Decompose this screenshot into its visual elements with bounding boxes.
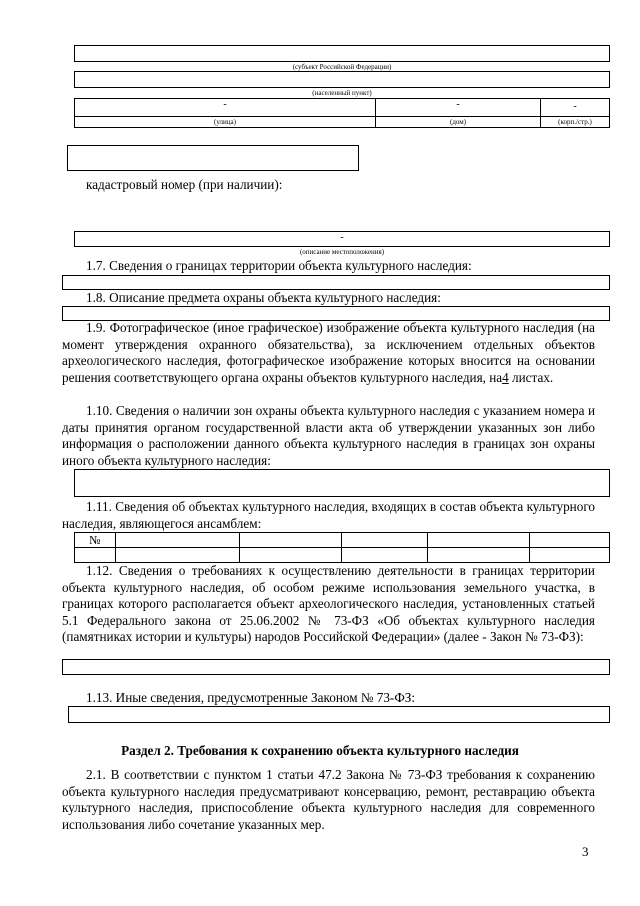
table-cell[interactable] <box>240 533 342 548</box>
ensemble-table <box>74 532 610 563</box>
section-1-10-text: 1.10. Сведения о наличии зон охраны объекта культурного наследия с указанием номера и даты принятия органом государственной власти акта об утверждении указанных зон либо информация о расположении данного объекта культурного наследия в границах зон охраны иного объекта культурного наследия: <box>62 403 595 468</box>
section-2-1-text: 2.1. В соответствии с пунктом 1 статьи 47.2 Закона № 73-ФЗ требования к сохранению объекта культурного наследия предусматривают консервацию, ремонт, реставрацию объекта культурного наследия, приспособление объекта культурного наследия для современного использования либо сочетание указанных мер. <box>62 767 595 832</box>
section-2-title: Раздел 2. Требования к сохранению объекта культурного наследия <box>121 743 519 758</box>
section-1-13-field[interactable] <box>68 706 610 723</box>
subject-caption: (субъект Российской Федерации) <box>292 63 392 71</box>
house-caption: (дом) <box>449 118 467 126</box>
section-1-12-field[interactable] <box>62 659 610 675</box>
table-cell[interactable] <box>529 533 609 548</box>
section-1-9-sheet-count: 4 <box>502 369 509 385</box>
table-cell[interactable] <box>428 548 530 563</box>
section-1-9-suffix: листах. <box>512 369 554 385</box>
cadastral-label: кадастровый номер (при наличии): <box>86 177 283 192</box>
street-caption: (улица) <box>214 118 236 126</box>
table-cell[interactable] <box>115 533 240 548</box>
street-value: - <box>223 99 227 110</box>
section-1-8-label: 1.8. Описание предмета охраны объекта культурного наследия: <box>86 290 441 305</box>
table-cell[interactable] <box>75 548 116 563</box>
section-1-9-text <box>62 320 595 386</box>
page-number: 3 <box>582 844 589 859</box>
table-cell[interactable] <box>529 548 609 563</box>
section-1-9-body: 1.9. Фотографическое (иное графическое) изображение объекта культурного наследия (на момент утверждения охранного обязательства), за исключением отдельных объектов археологического наследия, фотографическое изображение которых вносится на основании решения соответствующего органа охраны объектов культурного наследия, на <box>62 320 595 385</box>
location-value: - <box>340 232 344 243</box>
section-1-7-field[interactable] <box>62 275 610 290</box>
ensemble-table-header-number: № <box>75 533 116 548</box>
section-1-8-field[interactable] <box>62 306 610 321</box>
table-cell[interactable] <box>342 548 428 563</box>
location-caption: (описание местоположения) <box>299 248 385 256</box>
building-caption: (корп./стр.) <box>558 118 592 126</box>
section-1-10-field[interactable] <box>74 469 610 497</box>
table-cell[interactable] <box>115 548 240 563</box>
table-cell[interactable] <box>428 533 530 548</box>
locality-field[interactable] <box>74 71 610 88</box>
section-1-7-label: 1.7. Сведения о границах территории объекта культурного наследия: <box>86 258 472 273</box>
house-value: - <box>456 99 460 110</box>
section-1-13-label: 1.13. Иные сведения, предусмотренные Законом № 73-ФЗ: <box>86 690 416 705</box>
subject-field[interactable] <box>74 45 610 62</box>
table-cell[interactable] <box>342 533 428 548</box>
section-1-11-text: 1.11. Сведения об объектах культурного наследия, входящих в состав объекта культурного наследия, являющегося ансамблем: <box>62 499 595 531</box>
cadastral-number-field[interactable] <box>67 145 359 171</box>
locality-caption: (населенный пункт) <box>312 89 372 97</box>
section-1-12-text: 1.12. Сведения о требованиях к осуществлению деятельности в границах территории объекта культурного наследия, об особом режиме использования земельного участка, в границах которого располагается объект археологического наследия, установленных статьей 5.1 Федерального закона от 25.06.2002 № 73-ФЗ «Об объектах культурного наследия (памятниках истории и культуры) народов Российской Федерации» (далее - Закон № 73-ФЗ): <box>62 563 595 645</box>
table-cell[interactable] <box>240 548 342 563</box>
building-value: - <box>573 101 577 112</box>
